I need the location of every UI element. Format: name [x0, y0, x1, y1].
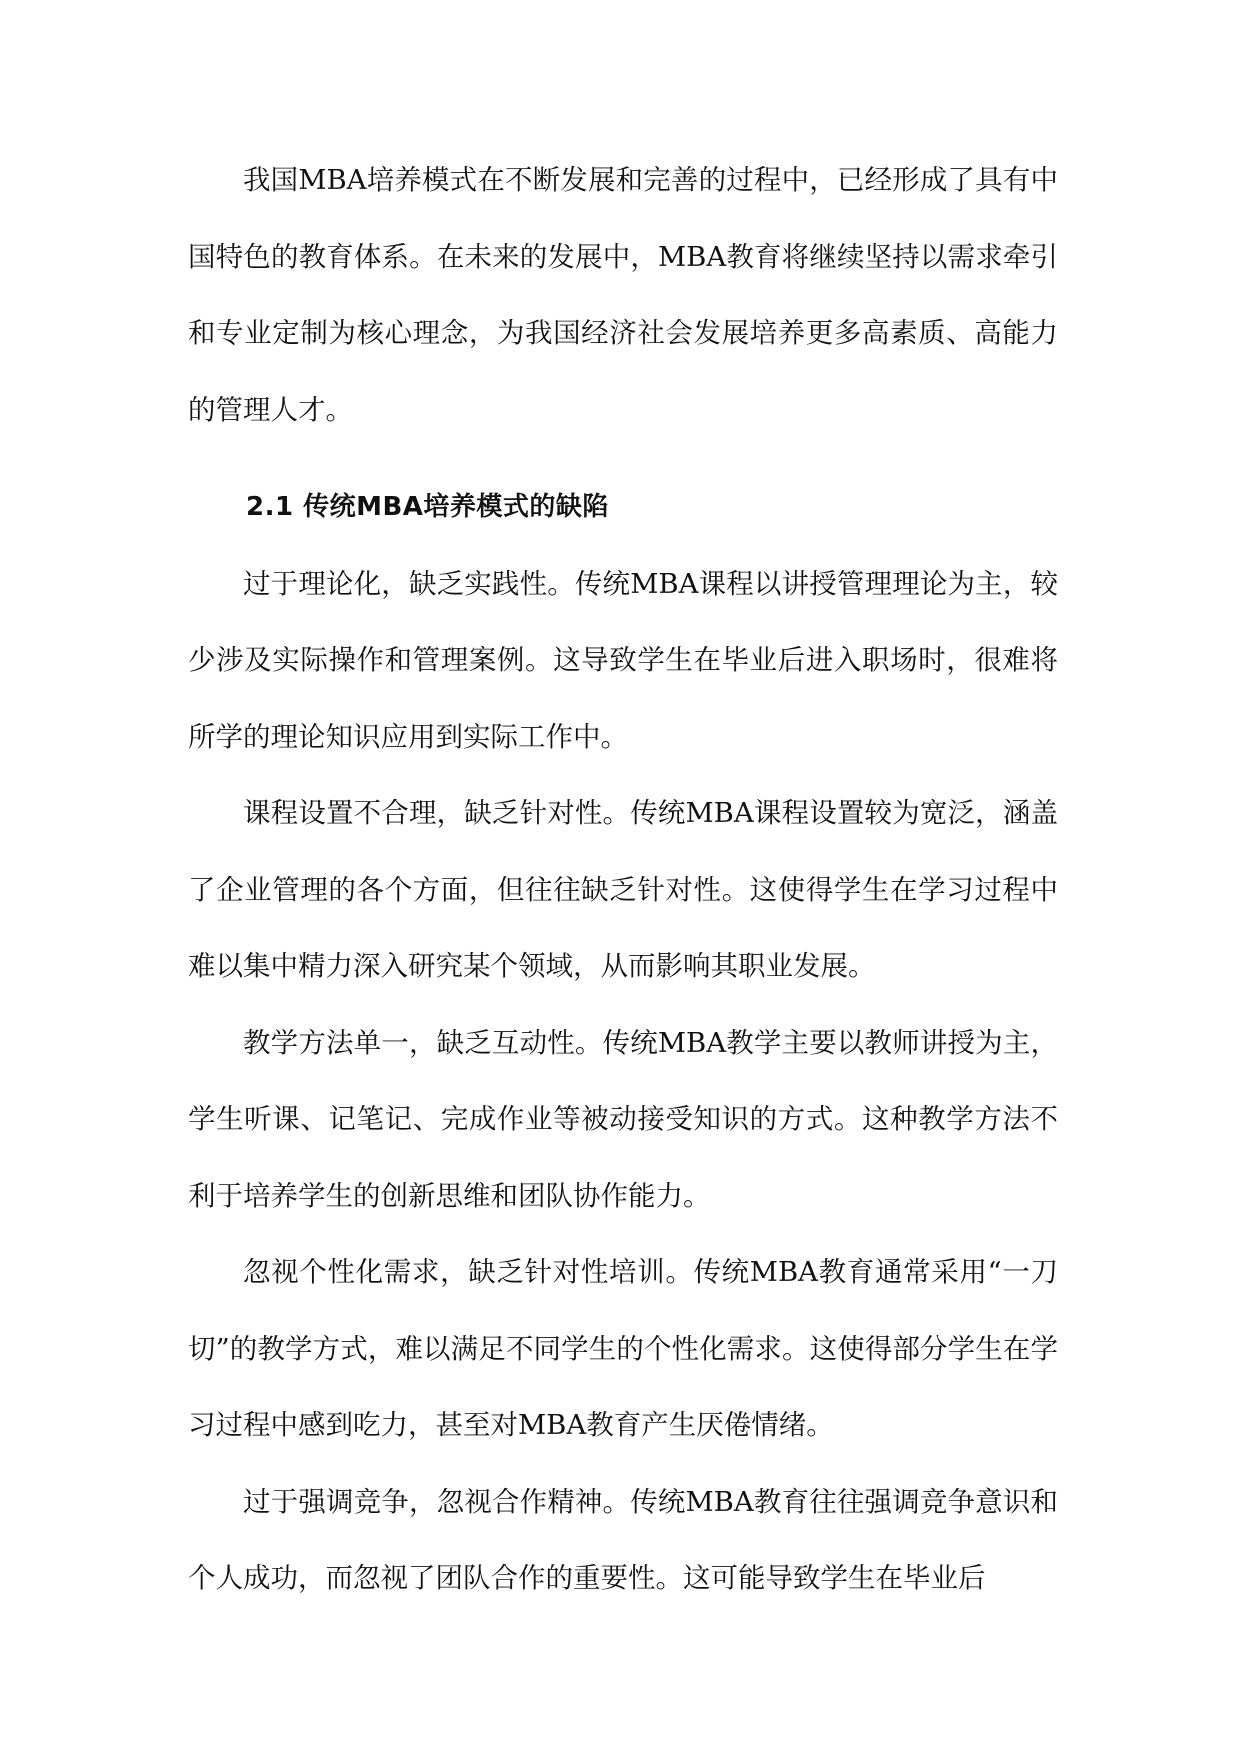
- body-paragraph-2: 课程设置不合理，缺乏针对性。传统MBA课程设置较为宽泛，涵盖了企业管理的各个方面，但往往缺乏针对性。这使得学生在学习过程中难以集中精力深入研究某个领域，从而影响其职业发展。: [188, 797, 1058, 982]
- body-paragraph-4: 忽视个性化需求，缺乏针对性培训。传统MBA教育通常采用“一刀切”的教学方式，难以满足不同学生的个性化需求。这使得部分学生在学习过程中感到吃力，甚至对MBA教育产生厌倦情绪。: [188, 1256, 1058, 1441]
- body-paragraph-5: 过于强调竞争，忽视合作精神。传统MBA教育往往强调竞争意识和个人成功，而忽视了团队合作的重要性。这可能导致学生在毕业后: [188, 1485, 1058, 1594]
- body-paragraph-3: 教学方法单一，缺乏互动性。传统MBA教学主要以教师讲授为主，学生听课、记笔记、完成作业等被动接受知识的方式。这种教学方法不利于培养学生的创新思维和团队协作能力。: [188, 1026, 1058, 1212]
- body-paragraph-1: 过于理论化，缺乏实践性。传统MBA课程以讲授管理理论为主，较少涉及实际操作和管理案例。这导致学生在毕业后进入职场时，很难将所学的理论知识应用到实际工作中。: [188, 567, 1058, 753]
- document-body: [188, 142, 1058, 1617]
- intro-paragraph: 我国MBA培养模式在不断发展和完善的过程中，已经形成了具有中国特色的教育体系。在未来的发展中，MBA教育将继续坚持以需求牵引和专业定制为核心理念，为我国经济社会发展培养更多高素质、高能力的管理人才。: [188, 164, 1058, 426]
- section-heading: 2.1 传统MBA培养模式的缺陷: [246, 492, 609, 522]
